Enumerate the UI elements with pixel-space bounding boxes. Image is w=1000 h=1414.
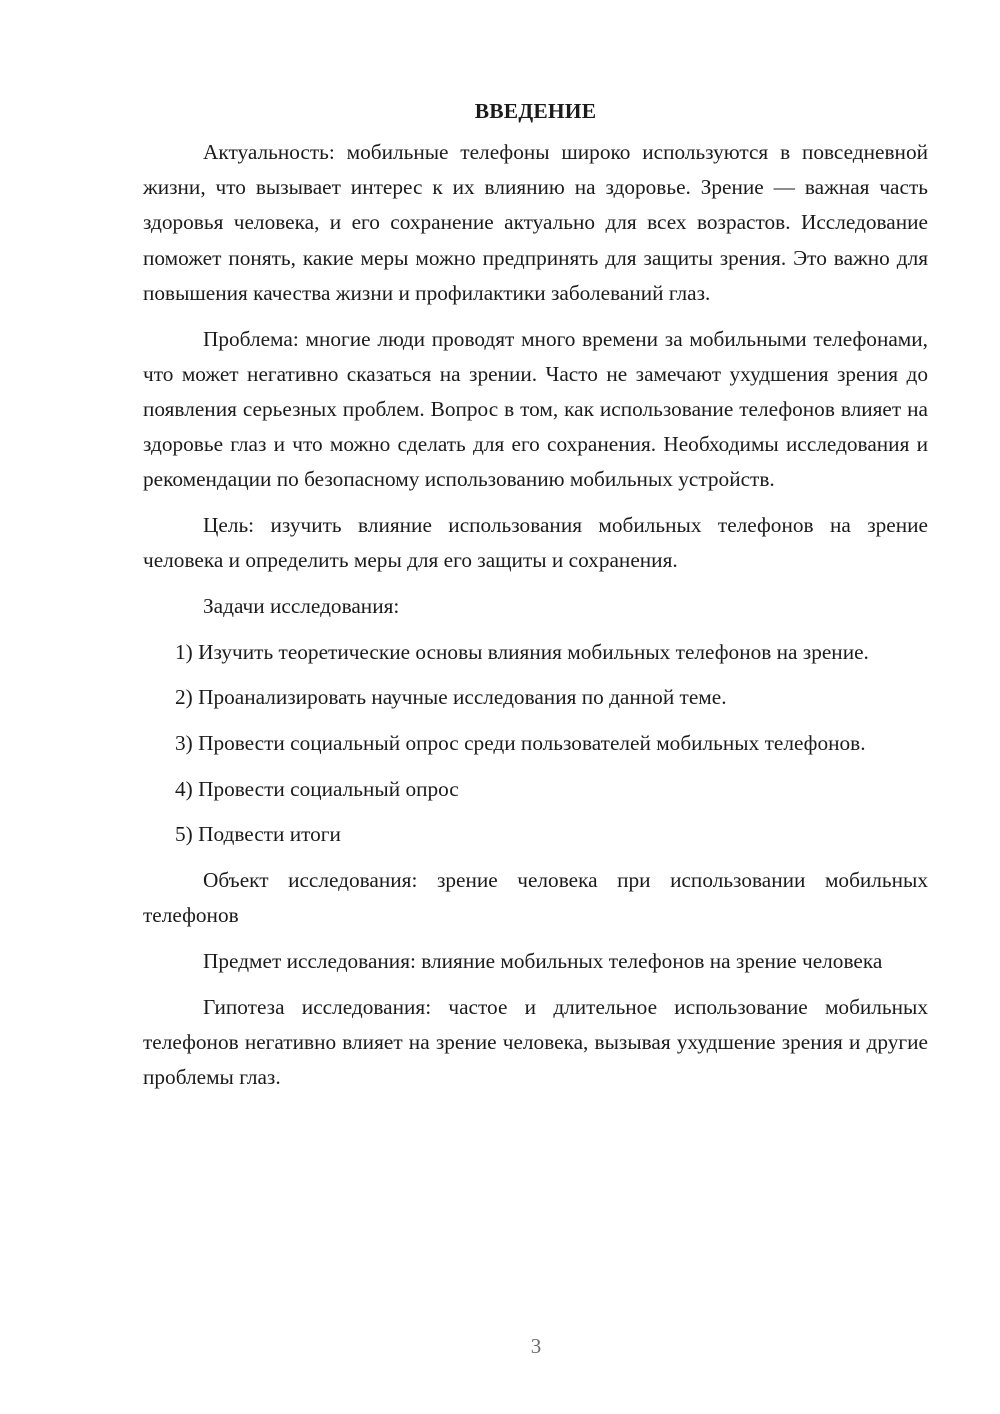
research-subject-paragraph: Предмет исследования: влияние мобильных телефонов на зрение человека [203,949,883,974]
tasks-title: Задачи исследования: [203,593,400,618]
task-item: 3) Провести социальный опрос среди пользователей мобильных телефонов. [175,731,866,756]
task-item: 2) Проанализировать научные исследования по данной теме. [175,685,727,710]
document-page [143,96,928,1106]
task-item: 5) Подвести итоги [175,822,341,847]
page-number: 3 [530,1334,542,1358]
research-object-paragraph: Объект исследования: зрение человека при использовании мобильных телефонов [143,868,928,928]
goal-paragraph: Цель: изучить влияние использования мобильных телефонов на зрение человека и определить меры для его защиты и сохранения. [143,513,928,573]
task-item: 4) Провести социальный опрос [175,776,459,801]
relevance-paragraph: Актуальность: мобильные телефоны широко используются в повседневной жизни, что вызывает интерес к их влиянию на здоровье. Зрение — важная часть здоровья человека, и его сохранение актуально для всех возрастов. Исследование поможет понять, какие меры можно предпринять для защиты зрения. Это важно для повышения качества жизни и профилактики заболеваний глаз. [143,140,928,305]
task-item: 1) Изучить теоретические основы влияния мобильных телефонов на зрение. [175,639,869,664]
problem-paragraph: Проблема: многие люди проводят много времени за мобильными телефонами, что может негативно сказаться на зрении. Часто не замечают ухудшения зрения до появления серьезных проблем. Вопрос в том, как использование телефонов влияет на здоровье глаз и что можно сделать для его сохранения. Необходимы исследования и рекомендации по безопасному использованию мобильных устройств. [143,326,928,492]
hypothesis-paragraph: Гипотеза исследования: частое и длительное использование мобильных телефонов негативно влияет на зрение человека, вызывая ухудшение зрения и другие проблемы глаз. [143,994,928,1090]
section-heading: ВВЕДЕНИЕ [474,99,597,123]
